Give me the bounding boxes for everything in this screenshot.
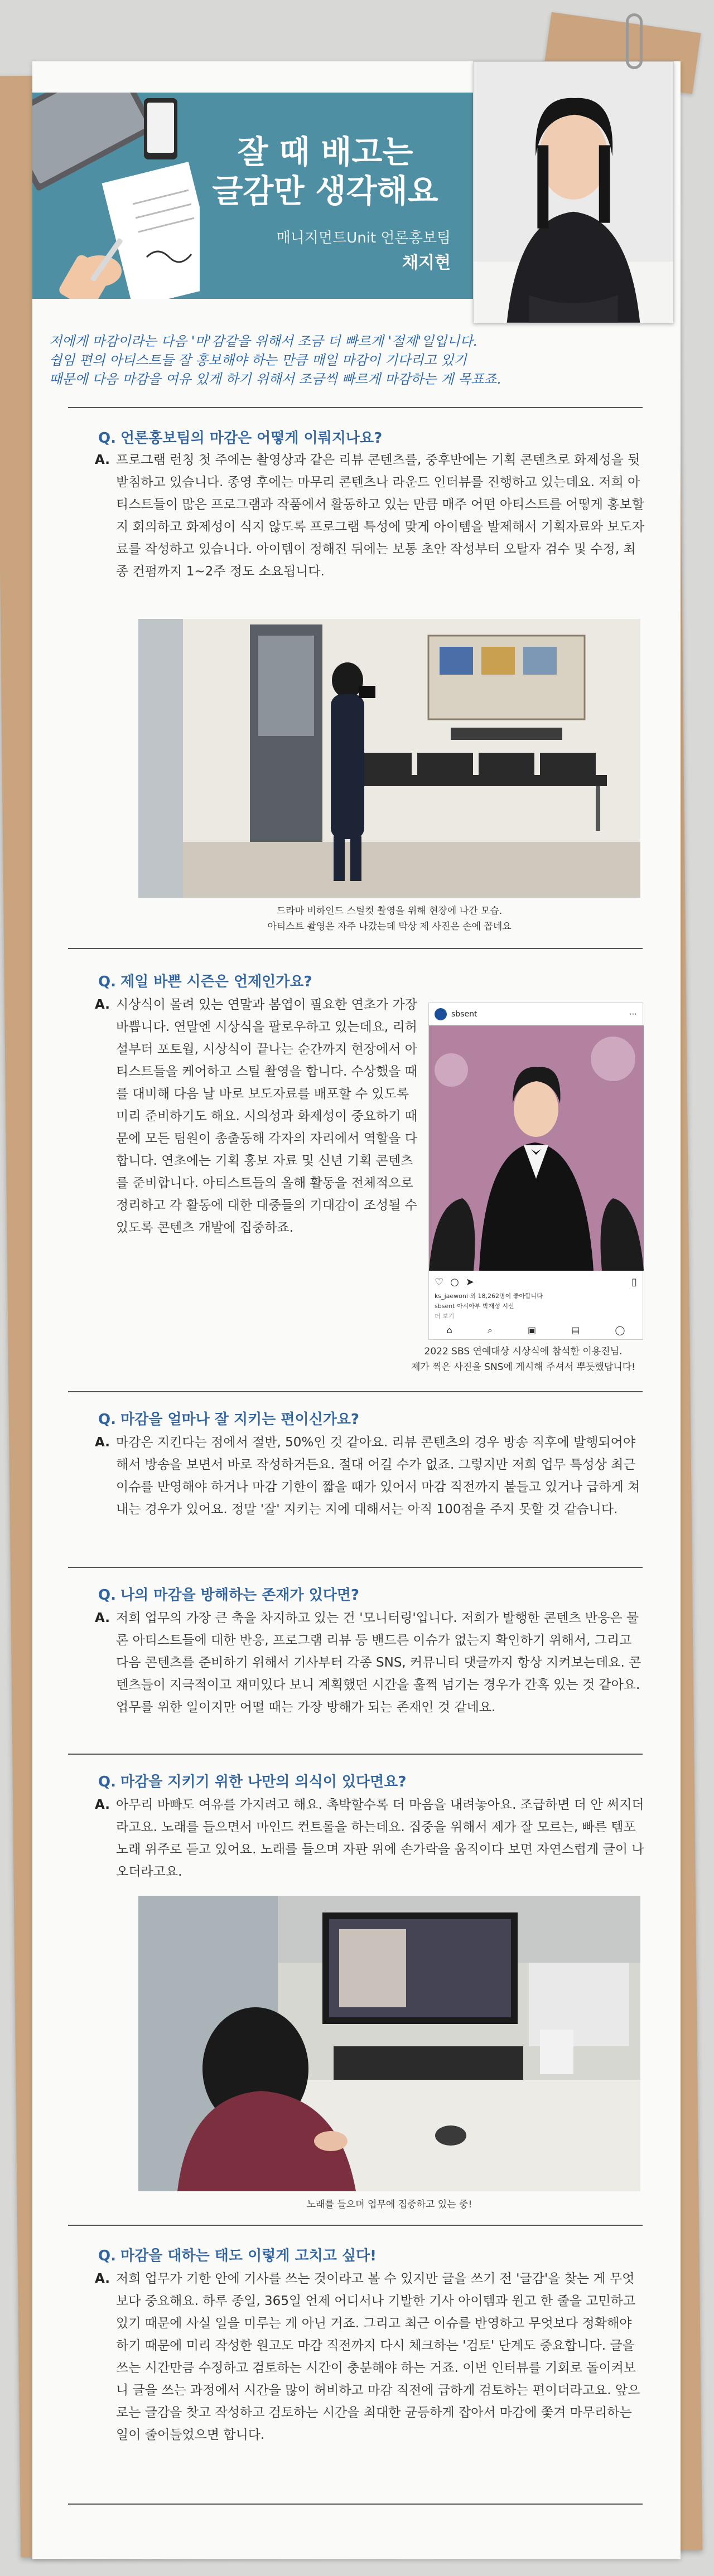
caption-line: 2022 SBS 연예대상 시상식에 참석한 이용진님.	[424, 1346, 623, 1357]
caption-line: 제가 찍은 사진을 SNS에 게시해 주셔서 뿌듯했답니다!	[411, 1362, 635, 1373]
answer-mark: A.	[95, 1435, 110, 1450]
question-2	[98, 970, 645, 991]
comment-icon[interactable]: ○	[450, 1276, 459, 1288]
share-icon[interactable]: ➤	[465, 1276, 474, 1288]
intro-line-3: 때문에 다음 마감을 여유 있게 하기 위해서 조금씩 빠르게 마감하는 게 목표죠.	[49, 371, 501, 387]
answer-1	[95, 449, 646, 583]
insta-header	[429, 1003, 643, 1025]
reels-icon[interactable]: ▣	[527, 1325, 537, 1335]
question-mark: Q.	[98, 974, 116, 990]
insta-account: sbsent	[451, 1010, 477, 1019]
section-divider	[68, 2225, 643, 2226]
section-divider	[68, 1754, 643, 1755]
shop-icon[interactable]: ▤	[571, 1325, 580, 1335]
insta-text	[429, 1291, 643, 1321]
search-icon[interactable]: ⌕	[487, 1325, 493, 1335]
photo-drama-set	[138, 619, 640, 898]
question-text: 나의 마감을 방해하는 존재가 있다면?	[120, 1587, 360, 1604]
answer-mark: A.	[95, 453, 110, 467]
question-3	[98, 1408, 645, 1429]
section-divider	[68, 407, 643, 408]
answer-mark: A.	[95, 998, 110, 1012]
insta-more[interactable]: 더 보기	[435, 1313, 455, 1320]
question-text: 마감을 지키기 위한 나만의 의식이 있다면요?	[120, 1774, 407, 1790]
intro-line-1: 저에게 마감이라는 다음 '마'감같을 위해서 조금 더 빠르게 '절제'일입니다.	[49, 333, 477, 349]
section-divider	[68, 948, 643, 949]
paper-clip	[626, 13, 643, 69]
interviewee-name: 채지현	[402, 253, 451, 273]
section-divider	[68, 1567, 643, 1568]
insta-actions	[429, 1273, 643, 1291]
section-divider	[68, 2504, 643, 2505]
answer-mark: A.	[95, 1611, 110, 1625]
answer-text: 프로그램 런칭 첫 주에는 촬영상과 같은 리뷰 콘텐츠를, 중후반에는 기획 콘텐츠로 화제성을 뒷받침하고 있습니다. 종영 후에는 마무리 콘텐츠나 라운드 인터뷰를 진행하고 있는데요. 저희 아티스트들이 많은 프로그램과 작품에서 활동하고 있는 만큼 매주 어떤 아티스트를 어떻게 홍보할지 회의하고 화제성이 식지 않도록 프로그램 특성에 맞게 아이템을 발제해서 기획자료와 보도자료를 작성하고 있습니다. 아이템이 정해진 뒤에는 보통 초안 작성부터 오탈자 검수 및 수정, 최종 컨펌까지 1~2주 정도 소요됩니다.	[116, 453, 644, 579]
answer-4	[95, 1607, 646, 1718]
profile-icon[interactable]: ◯	[615, 1325, 625, 1335]
answer-text: 시상식이 몰려 있는 연말과 봄엽이 필요한 연초가 가장 바쁩니다. 연말엔 시상식을 팔로우하고 있는데요, 리허설부터 포토월, 시상식이 끝나는 순간까지 현장에서 아티스트들을 케어하고 스틸 촬영을 합니다. 수상했을 때를 대비해 다음 날 바로 보도자료를 배포할 수 있도록 미리 준비하기도 해요. 시의성과 화제성이 중요하기 때문에 모든 팀원이 총출동해 각자의 자리에서 역할을 다합니다. 연초에는 기획 홍보 자료 및 신년 기획 콘텐츠를 준비합니다. 아티스트들의 올해 활동을 전체적으로 정리하고 각 활동에 대한 대중들의 기대감이 조성될 수 있도록 콘텐츠 개발에 집중하죠.	[116, 998, 417, 1235]
more-options-icon[interactable]: ⋯	[629, 1010, 637, 1019]
insta-comment: sbsent 아시아부 박재성 시선	[435, 1302, 514, 1310]
desk-illustration	[32, 93, 200, 299]
heart-icon[interactable]: ♡	[435, 1276, 444, 1288]
intro-line-2: 쉽임 편의 아티스트들 잘 홍보해야 하는 만큼 매일 마감이 기다리고 있기	[49, 352, 467, 368]
question-mark: Q.	[98, 430, 116, 447]
question-6	[98, 2244, 645, 2265]
bookmark-icon[interactable]: ▯	[631, 1276, 637, 1288]
caption-line: 아티스트 촬영은 자주 나갔는데 막상 제 사진은 손에 꼽네요	[267, 921, 512, 932]
question-mark: Q.	[98, 1411, 116, 1428]
answer-2	[95, 994, 420, 1239]
instagram-post	[428, 1003, 643, 1340]
intro-quote	[49, 332, 657, 389]
photo-working-desk	[138, 1896, 640, 2191]
title-line-2: 글감만 생각해요	[212, 173, 438, 210]
question-mark: Q.	[98, 1587, 116, 1604]
caption-photo-1	[105, 903, 674, 934]
question-5	[98, 1770, 645, 1791]
answer-text: 마감은 지킨다는 점에서 절반, 50%인 것 같아요. 리뷰 콘텐츠의 경우 방송 직후에 발행되어야 해서 방송을 보면서 바로 작성하거든요. 절대 어길 수가 없죠. 그렇지만 저희 업무 특성상 최근 이슈를 반영해야 하거나 마감 기한이 짧을 때가 있어서 마감 직전까지 붙들고 있거나 급하게 쳐내는 경우가 있어요. 정말 '잘' 지키는 지에 대해서는 아직 100점을 주지 못할 것 같습니다.	[116, 1435, 640, 1517]
section-divider	[68, 1391, 643, 1392]
answer-mark: A.	[95, 1798, 110, 1812]
question-text: 제일 바쁜 시즌은 언제인가요?	[120, 974, 312, 990]
answer-text: 저희 업무가 기한 안에 기사를 쓰는 것이라고 볼 수 있지만 글을 쓰기 전 '글감'을 찾는 게 무엇보다 중요해요. 하루 종일, 365일 언제 어디서나 기발한 기사 아이템과 원고 한 줄을 고민하고 있기 때문에 사실 일을 미루는 게 아닌 거죠. 그리고 최근 이슈를 반영하고 무엇보다 정확해야 하기 때문에 미리 작성한 원고도 마감 직전까지 다시 체크하는 '검토' 단계도 중요합니다. 글을 쓰는 시간만큼 수정하고 검토하는 시간이 충분해야 하는 거죠. 이번 인터뷰를 기회로 돌이켜보니 글을 쓰는 과정에서 시간을 많이 허비하고 마감 직전에 급하게 검토하는 편이더라고요. 앞으로는 글감을 찾고 작성하고 검토하는 시간을 최대한 균등하게 잡아서 마감에 쫓겨 마무리하는 일이 줄어들었으면 합니다.	[116, 2272, 640, 2442]
question-4	[98, 1584, 645, 1604]
caption-photo-3: 노래를 들으며 업무에 집중하고 있는 중!	[306, 2199, 472, 2210]
caption-line: 드라마 비하인드 스틸컷 촬영을 위해 현장에 나간 모습.	[276, 906, 503, 917]
question-mark: Q.	[98, 1774, 116, 1790]
article-page	[32, 61, 681, 2559]
caption-photo-2	[389, 1344, 657, 1375]
insta-nav	[429, 1325, 643, 1336]
question-text: 마감을 대하는 태도 이렇게 고치고 싶다!	[120, 2248, 377, 2264]
answer-text: 저희 업무의 가장 큰 축을 차지하고 있는 건 '모니터링'입니다. 저희가 발행한 콘텐츠 반응은 물론 아티스트들에 대한 반응, 프로그램 리뷰 등 밴드른 이슈가 없는지 확인하기 위해서, 그리고 다음 콘텐츠를 준비하기 위해서 기사부터 각종 SNS, 커뮤니티 댓글까지 항상 지켜보는데요. 콘텐츠들이 지극적이고 재미있다 보니 계획했던 시간을 훌쩍 넘기는 경우가 간혹 있는 것 같아요. 업무를 위한 일이지만 어떨 때는 가장 방해가 되는 존재인 것 같네요.	[116, 1611, 641, 1715]
answer-6	[95, 2268, 646, 2446]
insta-photo	[429, 1025, 644, 1271]
insta-likes: ks_jaewoni 외 18,262명이 좋아합니다	[435, 1292, 543, 1300]
question-mark: Q.	[98, 2248, 116, 2264]
question-1	[98, 427, 645, 447]
answer-mark: A.	[95, 2272, 110, 2286]
home-icon[interactable]: ⌂	[446, 1325, 452, 1335]
question-text: 마감을 얼마나 잘 지키는 편이신가요?	[120, 1411, 360, 1428]
title-line-1: 잘 때 배고는	[237, 134, 413, 171]
insta-avatar	[435, 1008, 447, 1020]
answer-3	[95, 1431, 646, 1521]
answer-text: 아무리 바빠도 여유를 가지려고 해요. 촉박할수록 더 마음을 내려놓아요. 조급하면 더 안 써지더라고요. 노래를 들으면서 마인드 컨트롤을 하는데요. 집중을 위해서 제가 잘 모르는, 빠른 템포 노래 위주로 듣고 있어요. 노래를 들으며 자판 위에 손가락을 움직이다 보면 자연스럽게 글이 나오더라고요.	[116, 1798, 644, 1879]
answer-5	[95, 1794, 646, 1883]
article-title	[200, 133, 451, 211]
question-text: 언론홍보팀의 마감은 어떻게 이뤄지나요?	[120, 430, 383, 447]
team-name: 매니지먼트Unit 언론홍보팀	[276, 230, 451, 246]
portrait-photo	[473, 61, 674, 323]
